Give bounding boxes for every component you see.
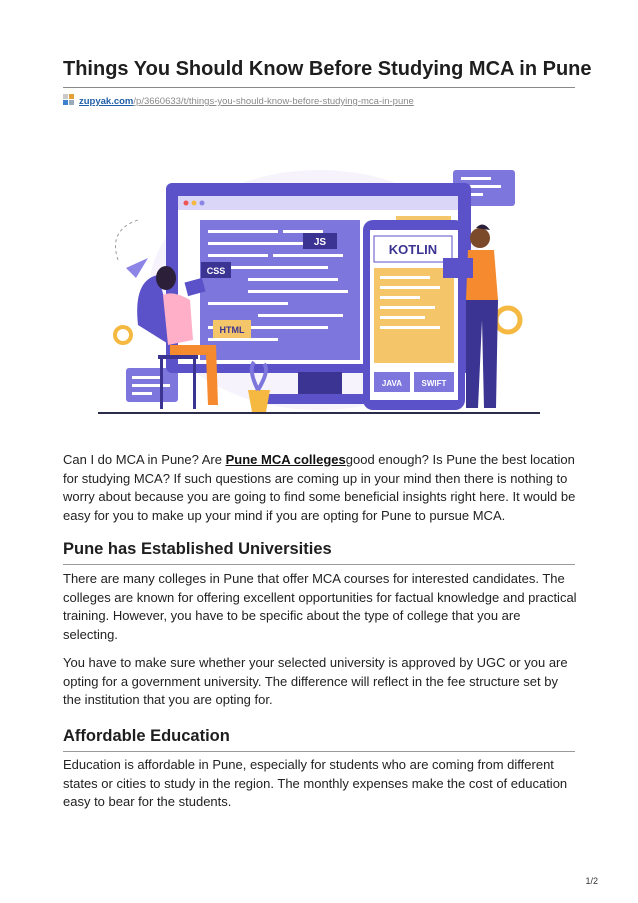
page-number: 1/2 xyxy=(585,876,598,886)
title-divider xyxy=(63,87,575,88)
java-label: JAVA xyxy=(381,379,403,388)
source-link[interactable] xyxy=(79,96,414,107)
pune-mca-colleges-link[interactable]: Pune MCA colleges xyxy=(225,452,346,467)
intro-text-after-link: good enough? Is Pune the best location for studying MCA? If such questions are coming up in your mind then there is nothing to worry about because you are going to find some beneficial insights right here. It would be easy for you to make up your mind if you are opting for Pune to pursue MCA. xyxy=(63,452,576,523)
kotlin-label: KOTLIN xyxy=(388,242,438,257)
js-label: JS xyxy=(313,237,327,248)
intro-text-before-link: Can I do MCA in Pune? Are xyxy=(63,452,226,467)
favicon-icon xyxy=(63,94,75,109)
section-heading-universities: Pune has Established Universities xyxy=(63,540,332,558)
affordable-paragraph-1: Education is affordable in Pune, especially for students who are coming from different states or cities to study in the region. The monthly expenses make the cost of education easy to bear for the students. xyxy=(63,757,568,809)
swift-label: SWIFT xyxy=(421,379,447,388)
floor-line xyxy=(98,412,540,414)
section-divider xyxy=(63,564,575,565)
floating-window-left xyxy=(126,368,178,402)
css-label: CSS xyxy=(206,266,226,276)
universities-paragraph-1: There are many colleges in Pune that offer MCA courses for interested candidates. The colleges are known for offering excellent opportunities for factual knowledge and practical training. However, you have to be specific about the type of college that you are selecting. xyxy=(63,571,577,642)
intro-paragraph xyxy=(63,451,577,525)
gear-icon xyxy=(115,327,131,343)
universities-paragraph-2: You have to make sure whether your selected university is approved by UGC or you are opting for a government university. The difference will reflect in the fee structure set by the institution that you are opting for. xyxy=(63,655,568,707)
section-divider xyxy=(63,751,575,752)
section-heading-affordable: Affordable Education xyxy=(63,727,230,745)
source-domain: zupyak.com xyxy=(79,96,134,107)
gear-icon xyxy=(496,308,520,332)
source-line xyxy=(63,94,414,109)
paper-plane-icon xyxy=(126,258,148,278)
hero-illustration xyxy=(98,150,540,420)
html-label: HTML xyxy=(219,325,245,335)
page-title: Things You Should Know Before Studying MCA in Pune xyxy=(63,58,592,80)
source-path: /p/3660633/t/things-you-should-know-before-studying-mca-in-pune xyxy=(133,96,414,107)
